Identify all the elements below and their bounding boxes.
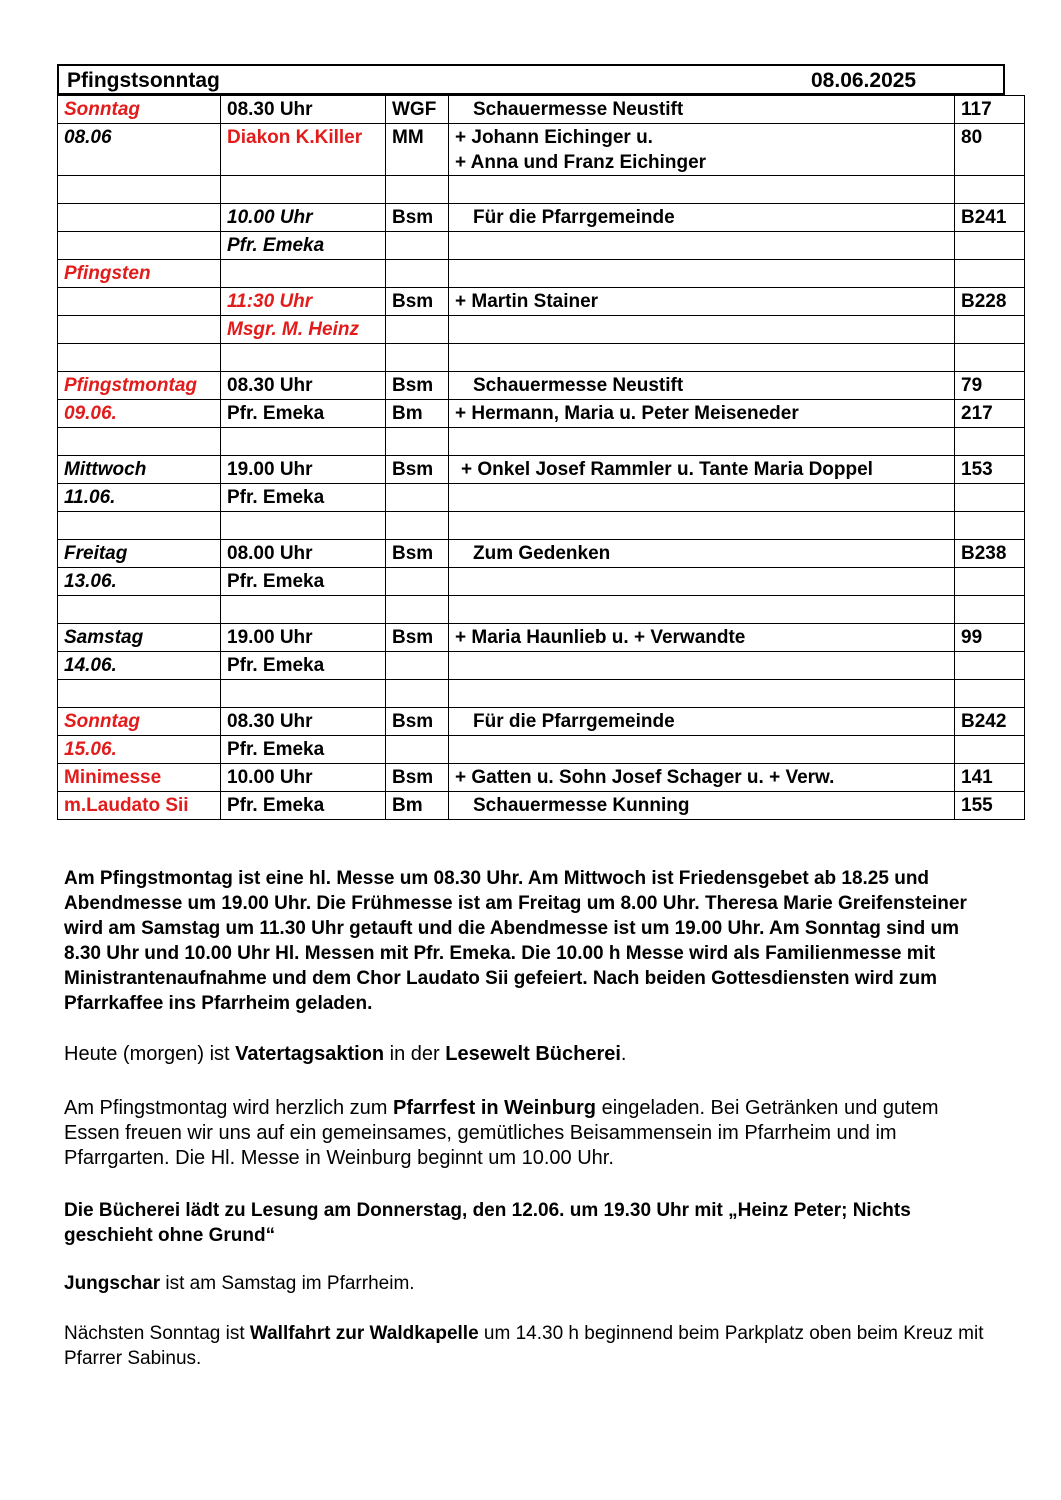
day-cell: Sonntag xyxy=(58,708,221,736)
code-cell xyxy=(386,680,449,708)
text-run: ist am Samstag im Pfarrheim. xyxy=(160,1273,415,1294)
code-cell xyxy=(386,176,449,204)
time-cell: 08.30 Uhr xyxy=(221,708,386,736)
code-cell: WGF xyxy=(386,96,449,124)
day-cell xyxy=(58,316,221,344)
page-title: Pfingstsonntag xyxy=(67,69,220,92)
intention-cell: + Martin Stainer xyxy=(449,288,955,316)
number-cell: 99 xyxy=(955,624,1025,652)
announcement-paragraph xyxy=(64,1042,994,1067)
time-cell xyxy=(221,176,386,204)
intention-cell xyxy=(449,124,955,176)
day-cell: Samstag xyxy=(58,624,221,652)
number-cell xyxy=(955,428,1025,456)
code-cell xyxy=(386,568,449,596)
highlight-text: Pfarrfest in Weinburg xyxy=(393,1097,597,1119)
code-cell xyxy=(386,260,449,288)
intention-cell: Schauermesse Neustift xyxy=(449,96,955,124)
highlight-text: Lesewelt Bücherei xyxy=(445,1043,621,1065)
intention-cell xyxy=(449,680,955,708)
time-cell xyxy=(221,512,386,540)
text-run: Am Pfingstmontag wird herzlich zum xyxy=(64,1097,394,1119)
code-cell: MM xyxy=(386,124,449,176)
number-cell xyxy=(955,512,1025,540)
header-date: 08.06.2025 xyxy=(811,69,917,92)
celebrant-cell: Diakon K.Killer xyxy=(221,124,386,176)
table-row xyxy=(58,288,1025,316)
page-header xyxy=(57,64,1005,95)
day-cell xyxy=(58,232,221,260)
table-row xyxy=(58,568,1025,596)
number-cell: 153 xyxy=(955,456,1025,484)
celebrant-cell: Pfr. Emeka xyxy=(221,400,386,428)
code-cell: Bsm xyxy=(386,540,449,568)
intention-cell xyxy=(449,568,955,596)
number-cell xyxy=(955,484,1025,512)
code-cell xyxy=(386,428,449,456)
celebrant-cell: Pfr. Emeka xyxy=(221,652,386,680)
intention-cell xyxy=(449,428,955,456)
code-cell: Bsm xyxy=(386,764,449,792)
table-row xyxy=(58,344,1025,372)
time-cell xyxy=(221,428,386,456)
table-row xyxy=(58,372,1025,400)
code-cell: Bsm xyxy=(386,204,449,232)
day-cell: Sonntag xyxy=(58,96,221,124)
code-cell: Bsm xyxy=(386,372,449,400)
intention-cell: Schauermesse Neustift xyxy=(449,372,955,400)
code-cell xyxy=(386,512,449,540)
day-cell xyxy=(58,428,221,456)
number-cell xyxy=(955,680,1025,708)
day-cell: Freitag xyxy=(58,540,221,568)
text-run: . xyxy=(620,1043,627,1065)
time-cell xyxy=(221,596,386,624)
table-row xyxy=(58,680,1025,708)
table-row xyxy=(58,764,1025,792)
code-cell xyxy=(386,316,449,344)
intention-cell: + Maria Haunlieb u. + Verwandte xyxy=(449,624,955,652)
day-cell xyxy=(58,288,221,316)
announcement-paragraph: Am Pfingstmontag ist eine hl. Messe um 08.30 Uhr. Am Mittwoch ist Friedensgebet ab 18.25 und Abendmesse um 19.00 Uhr. Die Frühmesse ist am Freitag um 8.00 Uhr. Theresa Marie Greifensteiner wird am Samstag um 11.30 Uhr getauft und die Abendmesse ist um 19.00 Uhr. Am Sonntag sind um 8.30 Uhr und 10.00 Uhr Hl. Messen mit Pfr. Emeka. Die 10.00 h Messe wird als Familienmesse mit Ministrantenaufnahme und dem Chor Laudato Sii gefeiert. Nach beiden Gottesdiensten wird zum Pfarrkaffee ins Pfarrheim geladen. xyxy=(64,868,967,1014)
time-cell: 19.00 Uhr xyxy=(221,624,386,652)
number-cell xyxy=(955,344,1025,372)
day-cell: 08.06 xyxy=(58,124,221,176)
code-cell: Bsm xyxy=(386,624,449,652)
code-cell xyxy=(386,344,449,372)
announcement-paragraph xyxy=(64,1271,994,1296)
intention-cell xyxy=(449,484,955,512)
intention-cell xyxy=(449,316,955,344)
intention-cell: + Onkel Josef Rammler u. Tante Maria Doppel xyxy=(449,456,955,484)
intention-cell: + Hermann, Maria u. Peter Meiseneder xyxy=(449,400,955,428)
intention-cell xyxy=(449,736,955,764)
announcement-paragraph: Die Bücherei lädt zu Lesung am Donnerstag, den 12.06. um 19.30 Uhr mit „Heinz Peter; Nichts geschieht ohne Grund“ xyxy=(64,1200,911,1246)
number-cell: 155 xyxy=(955,792,1025,820)
time-cell: 19.00 Uhr xyxy=(221,456,386,484)
table-row xyxy=(58,124,1025,176)
day-cell xyxy=(58,680,221,708)
celebrant-cell: Pfr. Emeka xyxy=(221,792,386,820)
intention-cell: Für die Pfarrgemeinde xyxy=(449,708,955,736)
table-row xyxy=(58,484,1025,512)
day-cell xyxy=(58,344,221,372)
text-run: Heute (morgen) ist xyxy=(64,1043,236,1065)
intention-cell xyxy=(449,260,955,288)
day-cell: Pfingstmontag xyxy=(58,372,221,400)
day-cell: m.Laudato Sii xyxy=(58,792,221,820)
day-cell: 09.06. xyxy=(58,400,221,428)
table-row xyxy=(58,456,1025,484)
highlight-text: Jungschar xyxy=(64,1273,161,1294)
highlight-text: Wallfahrt zur Waldkapelle xyxy=(249,1323,479,1344)
text-run: eingeladen. Bei Getränken und gutem Essen freuen wir uns auf ein gemeinsames, gemütliches Beisammensein im Pfarrheim und im Pfarrgarten. Die Hl. Messe in Weinburg beginnt um 10.00 Uhr. xyxy=(64,1097,939,1169)
code-cell: Bsm xyxy=(386,708,449,736)
table-row xyxy=(58,540,1025,568)
day-cell: 14.06. xyxy=(58,652,221,680)
code-cell xyxy=(386,736,449,764)
time-cell: 10.00 Uhr xyxy=(221,204,386,232)
code-cell xyxy=(386,652,449,680)
intention-cell xyxy=(449,344,955,372)
celebrant-cell: Pfr. Emeka xyxy=(221,736,386,764)
number-cell xyxy=(955,652,1025,680)
number-cell xyxy=(955,260,1025,288)
number-cell: B242 xyxy=(955,708,1025,736)
time-cell: 08.30 Uhr xyxy=(221,96,386,124)
day-cell: Mittwoch xyxy=(58,456,221,484)
mass-schedule-table xyxy=(57,95,1025,820)
day-cell xyxy=(58,512,221,540)
number-cell xyxy=(955,232,1025,260)
intention-cell: Zum Gedenken xyxy=(449,540,955,568)
number-cell: B238 xyxy=(955,540,1025,568)
number-cell: B241 xyxy=(955,204,1025,232)
day-cell xyxy=(58,596,221,624)
day-cell: Minimesse xyxy=(58,764,221,792)
day-cell xyxy=(58,204,221,232)
table-row xyxy=(58,708,1025,736)
text-run: um 14.30 h beginnend beim Parkplatz oben beim Kreuz mit Pfarrer Sabinus. xyxy=(64,1323,984,1369)
table-row xyxy=(58,400,1025,428)
highlight-text: Vatertagsaktion xyxy=(235,1043,385,1065)
table-row xyxy=(58,736,1025,764)
intention-line: + Johann Eichinger u. xyxy=(455,127,653,148)
number-cell: 141 xyxy=(955,764,1025,792)
celebrant-cell: Pfr. Emeka xyxy=(221,232,386,260)
intention-cell xyxy=(449,512,955,540)
table-row xyxy=(58,624,1025,652)
celebrant-cell: Msgr. M. Heinz xyxy=(221,316,386,344)
number-cell xyxy=(955,736,1025,764)
number-cell xyxy=(955,316,1025,344)
time-cell: 11:30 Uhr xyxy=(221,288,386,316)
intention-cell xyxy=(449,176,955,204)
intention-cell xyxy=(449,596,955,624)
time-cell: 08.30 Uhr xyxy=(221,372,386,400)
celebrant-cell: Pfr. Emeka xyxy=(221,568,386,596)
code-cell: Bsm xyxy=(386,456,449,484)
announcement-paragraph xyxy=(64,1096,994,1171)
code-cell xyxy=(386,484,449,512)
time-cell: 08.00 Uhr xyxy=(221,540,386,568)
table-row xyxy=(58,316,1025,344)
table-row xyxy=(58,176,1025,204)
table-row xyxy=(58,792,1025,820)
day-cell: Pfingsten xyxy=(58,260,221,288)
number-cell xyxy=(955,568,1025,596)
table-row xyxy=(58,204,1025,232)
intention-cell xyxy=(449,232,955,260)
table-row xyxy=(58,596,1025,624)
announcement-paragraph xyxy=(64,1321,994,1371)
number-cell: 217 xyxy=(955,400,1025,428)
day-cell: 15.06. xyxy=(58,736,221,764)
time-cell: 10.00 Uhr xyxy=(221,764,386,792)
table-row xyxy=(58,260,1025,288)
day-cell: 13.06. xyxy=(58,568,221,596)
day-cell: 11.06. xyxy=(58,484,221,512)
text-run: in der xyxy=(384,1043,446,1065)
code-cell xyxy=(386,232,449,260)
time-cell xyxy=(221,260,386,288)
code-cell: Bsm xyxy=(386,288,449,316)
intention-line: + Anna und Franz Eichinger xyxy=(455,152,707,173)
time-cell xyxy=(221,680,386,708)
intention-cell: Für die Pfarrgemeinde xyxy=(449,204,955,232)
table-row xyxy=(58,652,1025,680)
code-cell: Bm xyxy=(386,400,449,428)
number-cell: B228 xyxy=(955,288,1025,316)
day-cell xyxy=(58,176,221,204)
table-row xyxy=(58,96,1025,124)
code-cell xyxy=(386,596,449,624)
number-cell: 79 xyxy=(955,372,1025,400)
intention-cell xyxy=(449,652,955,680)
celebrant-cell: Pfr. Emeka xyxy=(221,484,386,512)
table-row xyxy=(58,512,1025,540)
intention-cell: + Gatten u. Sohn Josef Schager u. + Verw. xyxy=(449,764,955,792)
text-run: Nächsten Sonntag ist xyxy=(64,1323,250,1344)
number-cell: 117 xyxy=(955,96,1025,124)
table-row xyxy=(58,232,1025,260)
table-row xyxy=(58,428,1025,456)
number-cell: 80 xyxy=(955,124,1025,176)
intention-cell: Schauermesse Kunning xyxy=(449,792,955,820)
number-cell xyxy=(955,176,1025,204)
number-cell xyxy=(955,596,1025,624)
code-cell: Bm xyxy=(386,792,449,820)
time-cell xyxy=(221,344,386,372)
